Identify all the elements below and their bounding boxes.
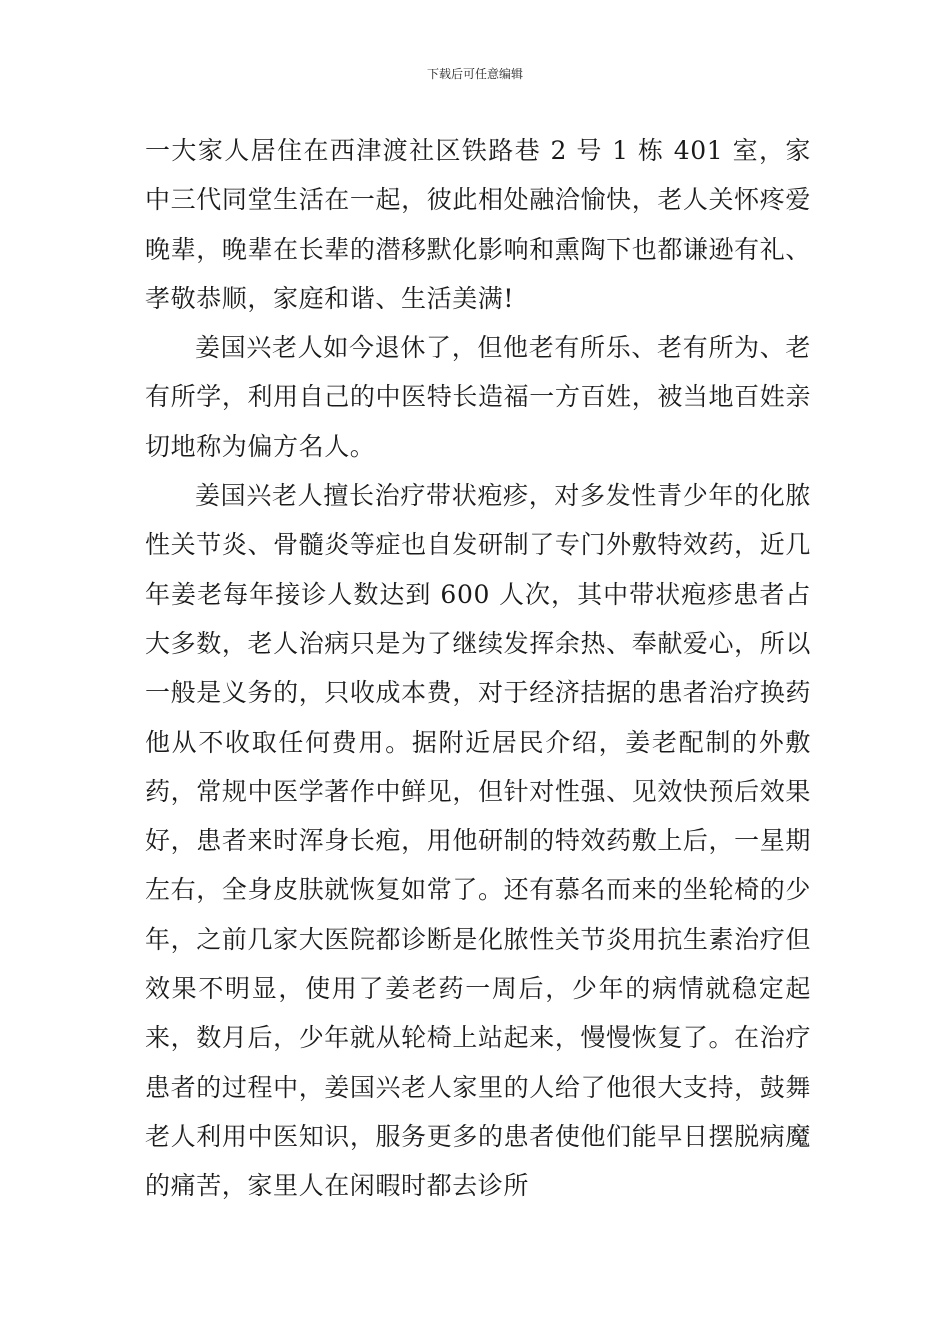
- paragraph-2: 姜国兴老人如今退休了，但他老有所乐、老有所为、老有所学，利用自己的中医特长造福一方百姓，被当地百姓亲切地称为偏方名人。: [145, 333, 811, 461]
- paragraph-3: 姜国兴老人擅长治疗带状疱疹，对多发性青少年的化脓性关节炎、骨髓炎等症也自发研制了专门外敷特效药，近几年姜老每年接诊人数达到 600 人次，其中带状疱疹患者占大多数，老人治病只是为了继续发挥余热、奉献爱心，所以一般是义务的，只收成本费，对于经济拮据的患者治疗换药他从不收取任何费用。据附近居民介绍，姜老配制的外敷药，常规中医学著作中鲜见，但针对性强、见效快预后效果好，患者来时浑身长疱，用他研制的特效药敷上后，一星期左右，全身皮肤就恢复如常了。还有慕名而来的坐轮椅的少年，之前几家大医院都诊断是化脓性关节炎用抗生素治疗但效果不明显，使用了姜老药一周后，少年的病情就稳定起来，数月后，少年就从轮椅上站起来，慢慢恢复了。在治疗患者的过程中，姜国兴老人家里的人给了他很大支持，鼓舞老人利用中医知识，服务更多的患者使他们能早日摆脱病魔的痛苦，家里人在闲暇时都去诊所: [145, 481, 811, 1201]
- page-header: 下载后可任意编辑: [426, 67, 523, 81]
- document-body: [145, 126, 811, 1211]
- paragraph-1: 一大家人居住在西津渡社区铁路巷 2 号 1 栋 401 室，家中三代同堂生活在一起，彼此相处融洽愉快，老人关怀疼爱晚辈，晚辈在长辈的潜移默化影响和熏陶下也都谦逊有礼、孝敬恭顺，家庭和谐、生活美满!: [145, 136, 811, 313]
